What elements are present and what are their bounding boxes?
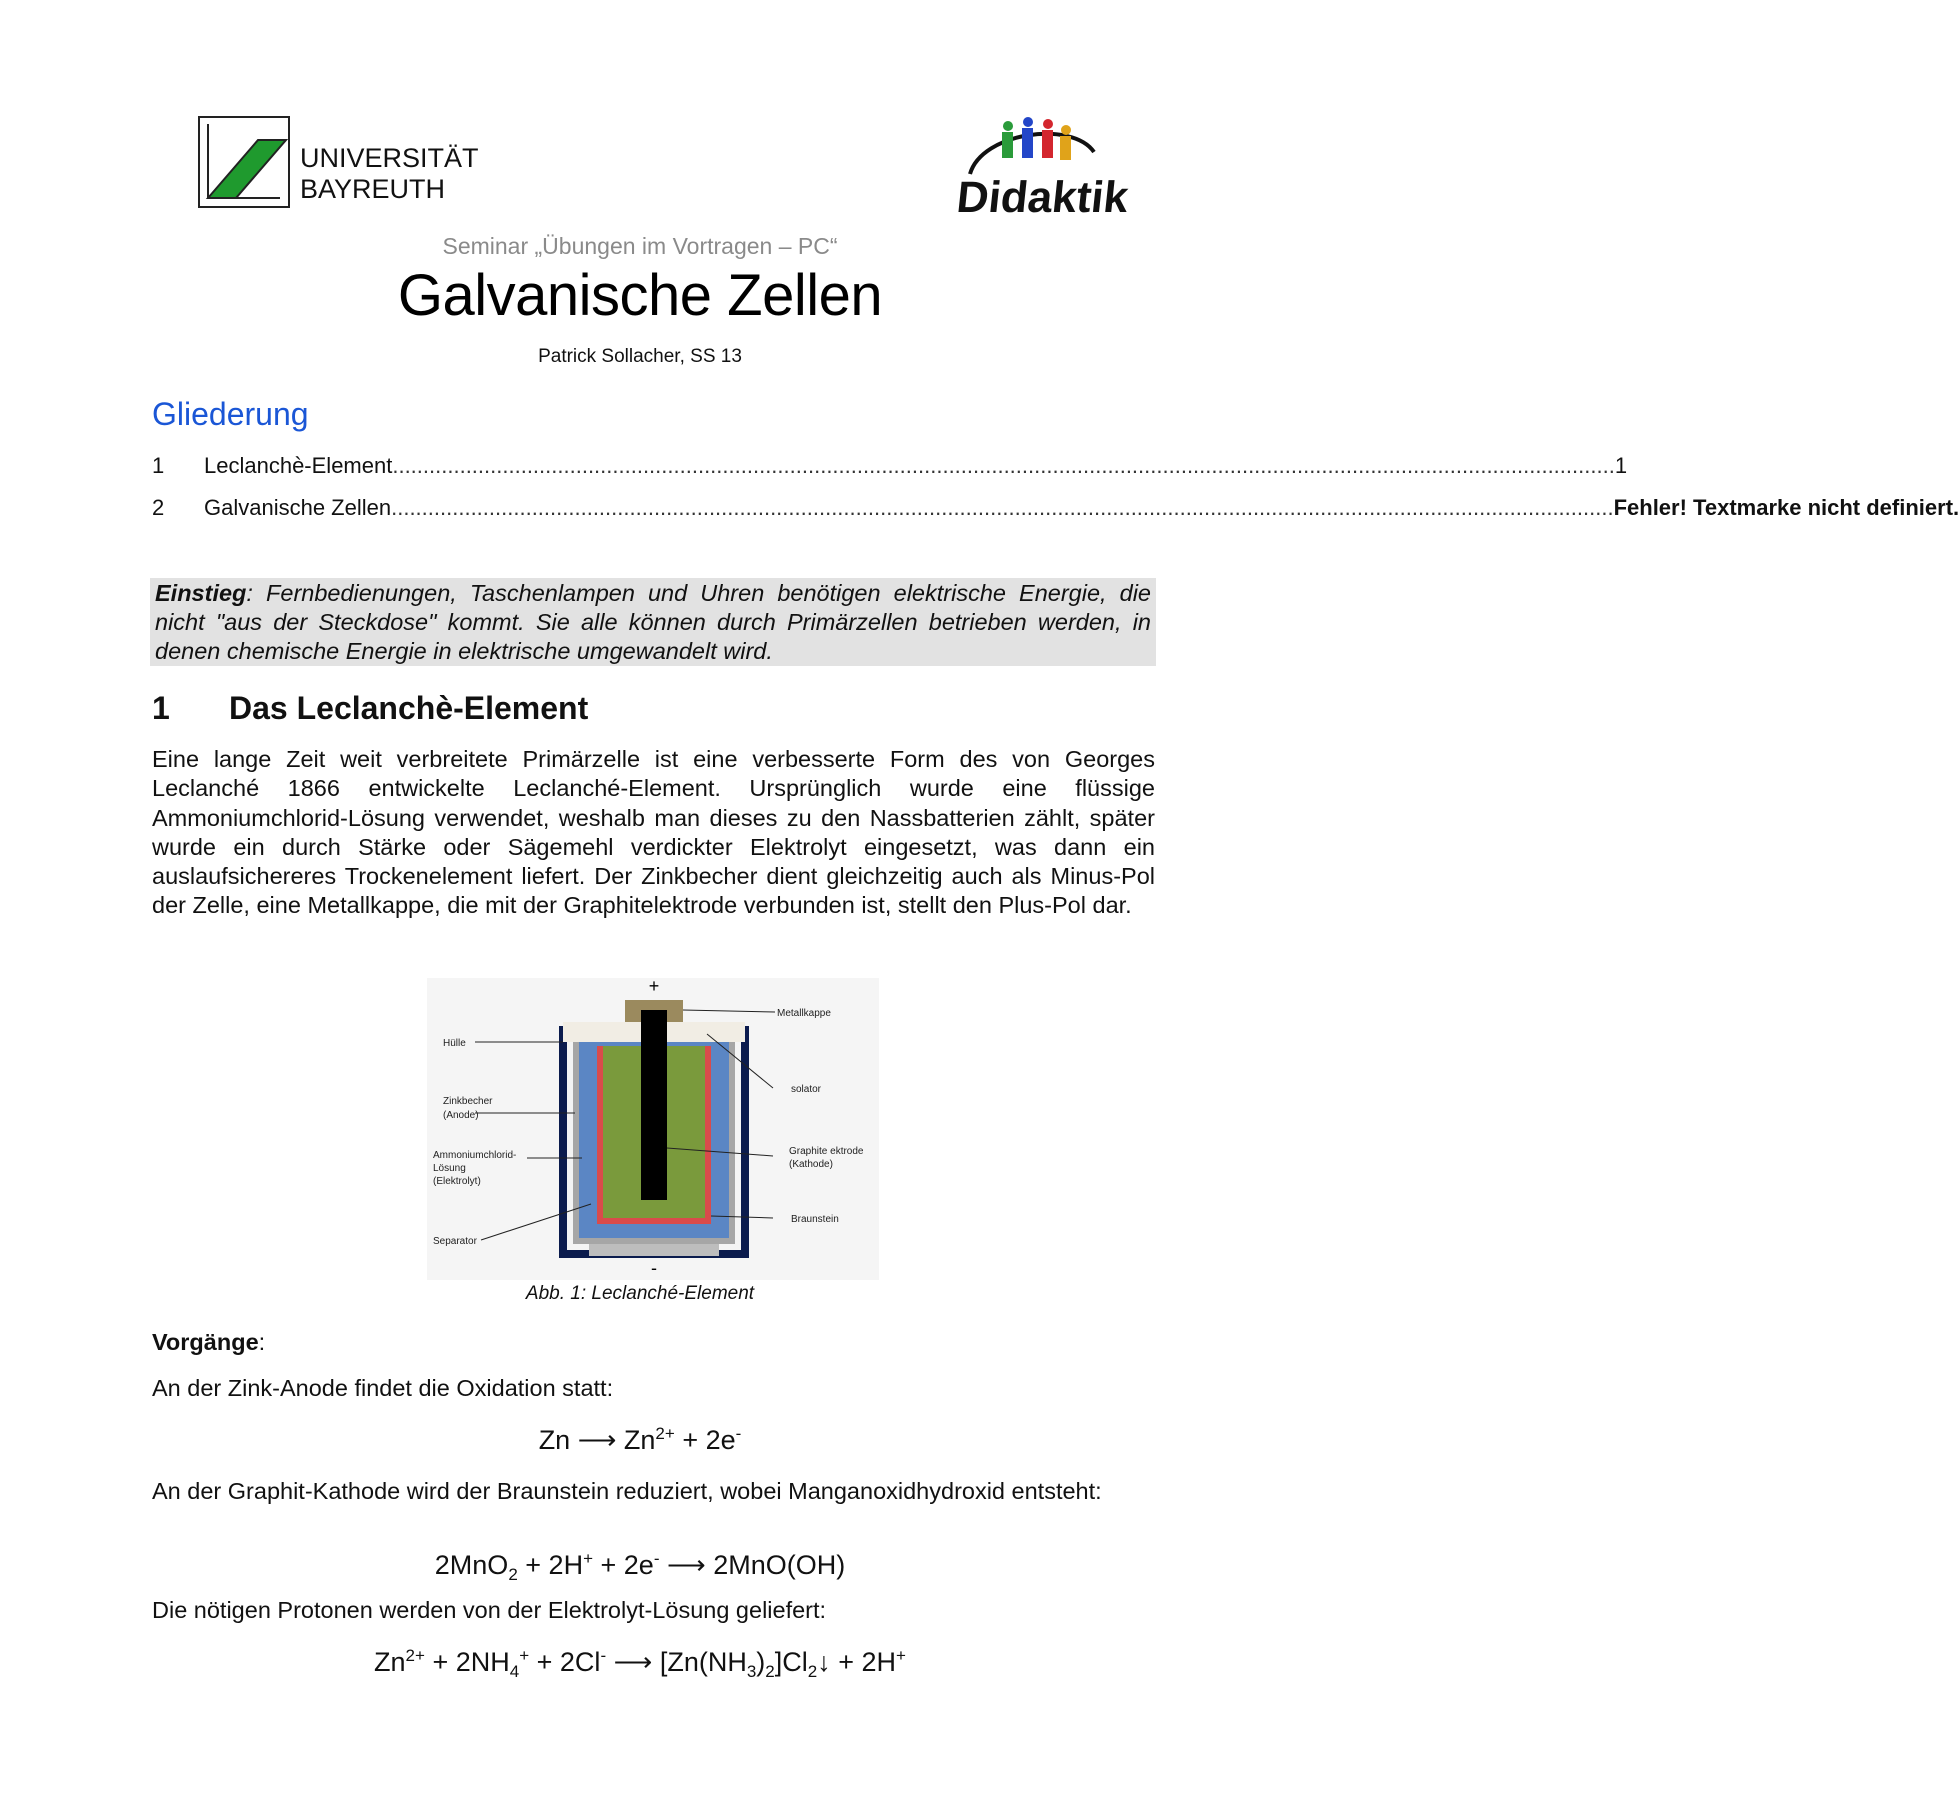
label-zinkbecher-1: Zinkbecher (443, 1096, 493, 1107)
seminar-title: Seminar „Übungen im Vortragen – PC“ (442, 233, 838, 259)
toc-entry-page-error: Fehler! Textmarke nicht definiert. (1613, 495, 1959, 520)
separator-shape (589, 1244, 719, 1256)
minus-terminal: - (651, 1258, 657, 1278)
label-isolator: solator (791, 1084, 822, 1095)
graphite-rod-shape (641, 1010, 667, 1200)
toc-entry-number: 1 (152, 453, 165, 478)
toc-entry-number: 2 (152, 495, 165, 520)
leclanche-cell-figure (427, 978, 879, 1280)
didaktik-logo (954, 112, 1131, 222)
vorgaenge-heading (152, 1329, 265, 1356)
toc-leader-dots: ........................................................................................................................................................................................................ (391, 495, 1614, 520)
didaktik-logo-text: Didaktik (954, 173, 1131, 222)
university-line2: BAYREUTH (300, 174, 446, 204)
page-title: Galvanische Zellen (397, 263, 883, 328)
label-metallkappe: Metallkappe (777, 1008, 831, 1019)
plus-terminal: + (648, 976, 660, 996)
section-number: 1 (152, 690, 170, 726)
label-graphit-1: Graphite ektrode (789, 1146, 864, 1157)
section-title: Das Leclanchè-Element (229, 690, 589, 726)
label-zinkbecher-2: (Anode) (443, 1110, 479, 1121)
label-separator: Separator (433, 1236, 477, 1247)
kathode-text: An der Graphit-Kathode wird der Braunstein reduziert, wobei Manganoxidhydroxid entsteht: (152, 1478, 1102, 1504)
section-heading-1 (152, 690, 588, 727)
toc-entry-label: Leclanchè-Element (204, 453, 393, 478)
protonen-text: Die nötigen Protonen werden von der Elektrolyt-Lösung geliefert: (152, 1597, 827, 1623)
label-ammon-2: Lösung (433, 1163, 466, 1174)
university-name (300, 143, 479, 205)
leclanche-cell-diagram (427, 978, 879, 1280)
einstieg-label: Einstieg (155, 580, 247, 606)
anode-text: An der Zink-Anode findet die Oxidation statt: (152, 1375, 614, 1401)
label-ammon-1: Ammoniumchlorid- (433, 1150, 517, 1161)
einstieg-box (150, 578, 1156, 666)
label-graphit-2: (Kathode) (789, 1159, 833, 1170)
equation-oxidation: Zn ⟶ $Zn^{2+} + 2e^-$ (538, 1424, 742, 1455)
toc-heading: Gliederung (152, 396, 309, 432)
toc-entry-2[interactable] (152, 495, 1959, 525)
university-line1: UNIVERSITÄT (300, 143, 479, 173)
label-ammon-3: (Elektrolyt) (433, 1176, 481, 1187)
label-braunstein: Braunstein (791, 1214, 839, 1225)
equation-complex: $Zn^{2+} + 2NH_4^+ + 2Cl^-$ ⟶ $[Zn(NH_3)_2]Cl_2↓ + 2H^+$ (374, 1646, 906, 1681)
toc-entry-page: 1 (1614, 453, 1628, 478)
figure-caption: Abb. 1: Leclanché-Element (525, 1283, 755, 1304)
toc-leader-dots: ........................................................................................................................................................................................................ (392, 453, 1615, 478)
equation-reduction: 2MnO$_2$ + 2H+ + 2e- ⟶ 2MnO(OH) (434, 1549, 846, 1584)
toc-entry-1[interactable] (152, 453, 1628, 483)
university-logo (198, 116, 290, 208)
toc-entry-label: Galvanische Zellen (204, 495, 392, 520)
vorgaenge-label: Vorgänge (152, 1329, 259, 1355)
label-huelle: Hülle (443, 1038, 466, 1049)
university-logo-mark-icon (200, 118, 288, 206)
section-paragraph: Eine lange Zeit weit verbreitete Primärzelle ist eine verbesserte Form des von Georges Leclanché 1866 entwickelte Leclanché-Element. Ursprünglich wurde eine flüssige Ammoniumchlorid-Lösung verwendet, weshalb man dieses zu den Nassbatterien zählt, später wurde ein durch Stärke oder Sägemehl verdickter Elektrolyt eingesetzt, was dann ein auslaufsichereres Trockenelement liefert. Der Zinkbecher dient gleichzeitig auch als Minus-Pol der Zelle, eine Metallkappe, die mit der Graphitelektrode verbunden ist, stellt den Plus-Pol dar. (152, 746, 1155, 919)
author-line: Patrick Sollacher, SS 13 (538, 346, 742, 367)
vorgaenge-colon: : (258, 1329, 266, 1355)
einstieg-text: : Fernbedienungen, Taschenlampen und Uhren benötigen elektrische Energie, die nicht "aus der Steckdose" kommt. Sie alle können durch Primärzellen betrieben werden, in denen chemische Energie in elektrische umgewandelt wird. (155, 580, 1151, 664)
didaktik-logo-icon (954, 112, 1131, 222)
